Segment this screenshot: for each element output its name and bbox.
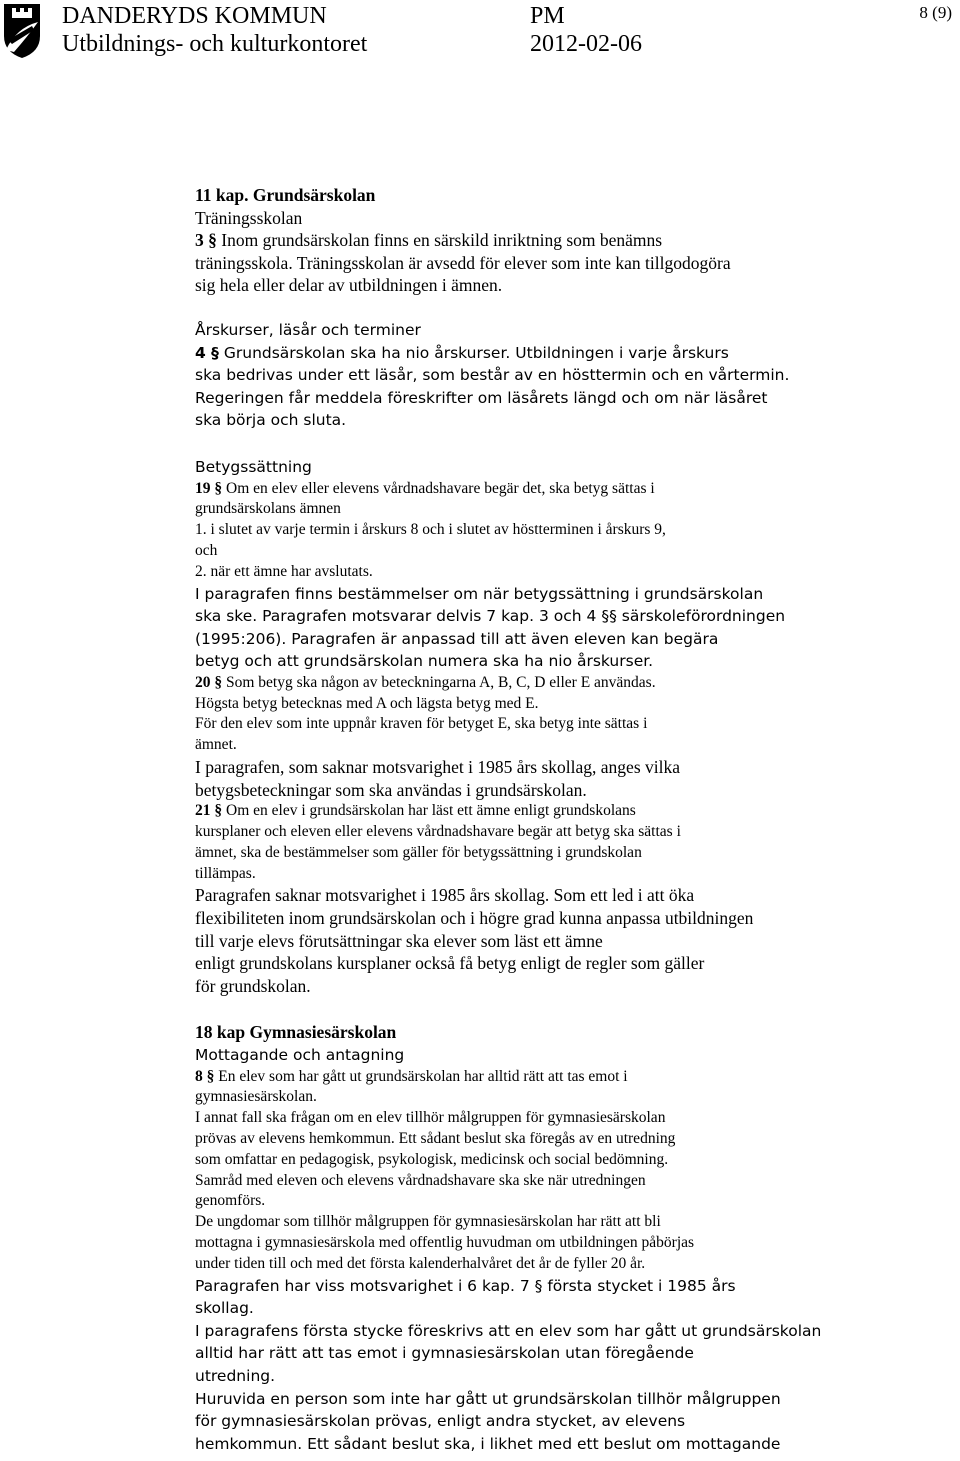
paragraph-3-number: 3 §	[195, 230, 217, 251]
chapter-11-heading: 11 kap. Grundsärskolan	[195, 185, 376, 205]
paragraph-20-number: 20 §	[195, 673, 223, 691]
paragraph-8-line: De ungdomar som tillhör målgruppen för gymnasiesärskolan har rätt att bli	[195, 1213, 661, 1231]
paragraph-19-line: 1. i slutet av varje termin i årskurs 8 och i slutet av höstterminen i årskurs 9,	[195, 521, 666, 539]
comment-21-line: för grundskolan.	[195, 975, 311, 996]
comment-8-line: alltid har rätt att tas emot i gymnasiesärskolan utan föregående	[195, 1344, 694, 1363]
paragraph-21-line: ämnet, ska de bestämmelser som gäller för betygssättning i grundskolan	[195, 843, 642, 861]
paragraph-8-line: 8 § En elev som har gått ut grundsärskolan har alltid rätt att tas emot i	[195, 1067, 628, 1085]
section-heading-traningsskolan: Träningsskolan	[195, 207, 303, 228]
comment-8-line: skollag.	[195, 1299, 254, 1318]
paragraph-20-line: Högsta betyg betecknas med A och lägsta betyg med E.	[195, 694, 539, 712]
comment-21-line: flexibiliteten inom grundsärskolan och i högre grad kunna anpassa utbildningen	[195, 908, 754, 929]
paragraph-21-line: tillämpas.	[195, 864, 256, 882]
paragraph-8-line: mottagna i gymnasiesärskola med offentlig huvudman om utbildningen påbörjas	[195, 1233, 695, 1251]
chapter-18-heading: 18 kap Gymnasiesärskolan	[195, 1022, 397, 1043]
paragraph-4-line: ska bedrivas under ett läsår, som består av en hösttermin och en vårtermin.	[195, 366, 790, 385]
paragraph-20-line: För den elev som inte uppnår kraven för betyget E, ska betyg inte sättas i	[195, 715, 648, 733]
comment-19-line: betyg och att grundsärskolan numera ska ha nio årskurser.	[195, 652, 654, 671]
paragraph-3-line: sig hela eller delar av utbildningen i ämnen.	[195, 275, 503, 296]
comment-21-line: Paragrafen saknar motsvarighet i 1985 års skollag. Som ett led i att öka	[195, 885, 695, 906]
paragraph-21-line: kursplaner och eleven eller elevens vårdnadshavare begär att betyg ska sättas i	[195, 823, 681, 841]
comment-8-line: utredning.	[195, 1366, 276, 1385]
paragraph-4-line: 4 § Grundsärskolan ska ha nio årskurser. Utbildningen i varje årskurs	[195, 343, 729, 362]
paragraph-8-line: prövas av elevens hemkommun. Ett sådant beslut ska föregås av en utredning	[195, 1130, 676, 1147]
header-organization: DANDERYDS KOMMUN	[62, 3, 327, 29]
comment-21-line: till varje elevs förutsättningar ska elever som läst ett ämne	[195, 930, 603, 951]
comment-8-line: I paragrafens första stycke föreskrivs att en elev som har gått ut grundsärskolan	[195, 1321, 822, 1340]
comment-20-line: I paragrafen, som saknar motsvarighet i 1985 års skollag, anges vilka	[195, 757, 681, 778]
paragraph-8-number: 8 §	[195, 1067, 215, 1085]
paragraph-19-number: 19 §	[195, 479, 223, 497]
comment-8-line: Paragrafen har viss motsvarighet i 6 kap. 7 § första stycket i 1985 års	[195, 1276, 736, 1295]
paragraph-20-line: ämnet.	[195, 736, 237, 754]
paragraph-21-number: 21 §	[195, 802, 223, 820]
paragraph-3-line: träningsskola. Träningsskolan är avsedd för elever som inte kan tillgodogöra	[195, 252, 731, 273]
header-document-type: PM	[530, 3, 565, 29]
paragraph-4-line: ska börja och sluta.	[195, 411, 347, 430]
page-number: 8 (9)	[919, 3, 952, 22]
paragraph-8-line: som omfattar en pedagogisk, psykologisk, medicinsk och social bedömning.	[195, 1150, 669, 1168]
paragraph-19-line: och	[195, 541, 218, 559]
comment-8-line: Huruvida en person som inte har gått ut grundsärskolan tillhör målgruppen	[195, 1389, 781, 1408]
paragraph-8-line: gymnasiesärskolan.	[195, 1088, 317, 1106]
comment-19-line: (1995:206). Paragrafen är anpassad till att även eleven kan begära	[195, 629, 719, 648]
comment-8-line: för gymnasiesärskolan prövas, enligt andra stycket, av elevens	[195, 1412, 686, 1431]
paragraph-21-line: 21 § Om en elev i grundsärskolan har läst ett ämne enligt grundskolans	[195, 802, 636, 820]
paragraph-8-line: Samråd med eleven och elevens vårdnadshavare ska ske när utredningen	[195, 1171, 646, 1189]
paragraph-4-number: 4 §	[195, 343, 219, 362]
header-department: Utbildnings- och kulturkontoret	[62, 31, 368, 57]
paragraph-8-line: I annat fall ska frågan om en elev tillhör målgruppen för gymnasiesärskolan	[195, 1109, 666, 1127]
header-date: 2012-02-06	[530, 31, 642, 57]
paragraph-20-line: 20 § Som betyg ska någon av beteckningarna A, B, C, D eller E användas.	[195, 673, 656, 691]
section-heading-arskurser: Årskurser, läsår och terminer	[195, 320, 421, 339]
paragraph-8-line: genomförs.	[195, 1192, 266, 1210]
paragraph-19-line: 2. när ett ämne har avslutats.	[195, 562, 373, 580]
paragraph-3-line: 3 § Inom grundsärskolan finns en särskild inriktning som benämns	[195, 230, 663, 251]
comment-20-line: betygsbeteckningar som ska användas i grundsärskolan.	[195, 779, 587, 800]
paragraph-19-line: 19 § Om en elev eller elevens vårdnadshavare begär det, ska betyg sättas i	[195, 479, 655, 497]
comment-21-line: enligt grundskolans kursplaner också få betyg enligt de regler som gäller	[195, 953, 705, 974]
paragraph-19-line: grundsärskolans ämnen	[195, 500, 341, 518]
comment-8-line: hemkommun. Ett sådant beslut ska, i likhet med ett beslut om mottagande	[195, 1434, 781, 1453]
section-heading-betygssattning: Betygssättning	[195, 457, 312, 476]
comment-19-line: ska ske. Paragrafen motsvarar delvis 7 kap. 3 och 4 §§ särskoleförordningen	[195, 607, 786, 626]
document-body	[195, 184, 915, 1455]
municipality-coat-of-arms-icon	[2, 2, 42, 60]
paragraph-4-line: Regeringen får meddela föreskrifter om läsårets längd och om när läsåret	[195, 388, 768, 407]
comment-19-line: I paragrafen finns bestämmelser om när betygssättning i grundsärskolan	[195, 584, 764, 603]
paragraph-8-line: under tiden till och med det första kalenderhalvåret det år de fyller 20 år.	[195, 1254, 646, 1272]
section-heading-mottagande: Mottagande och antagning	[195, 1046, 405, 1065]
